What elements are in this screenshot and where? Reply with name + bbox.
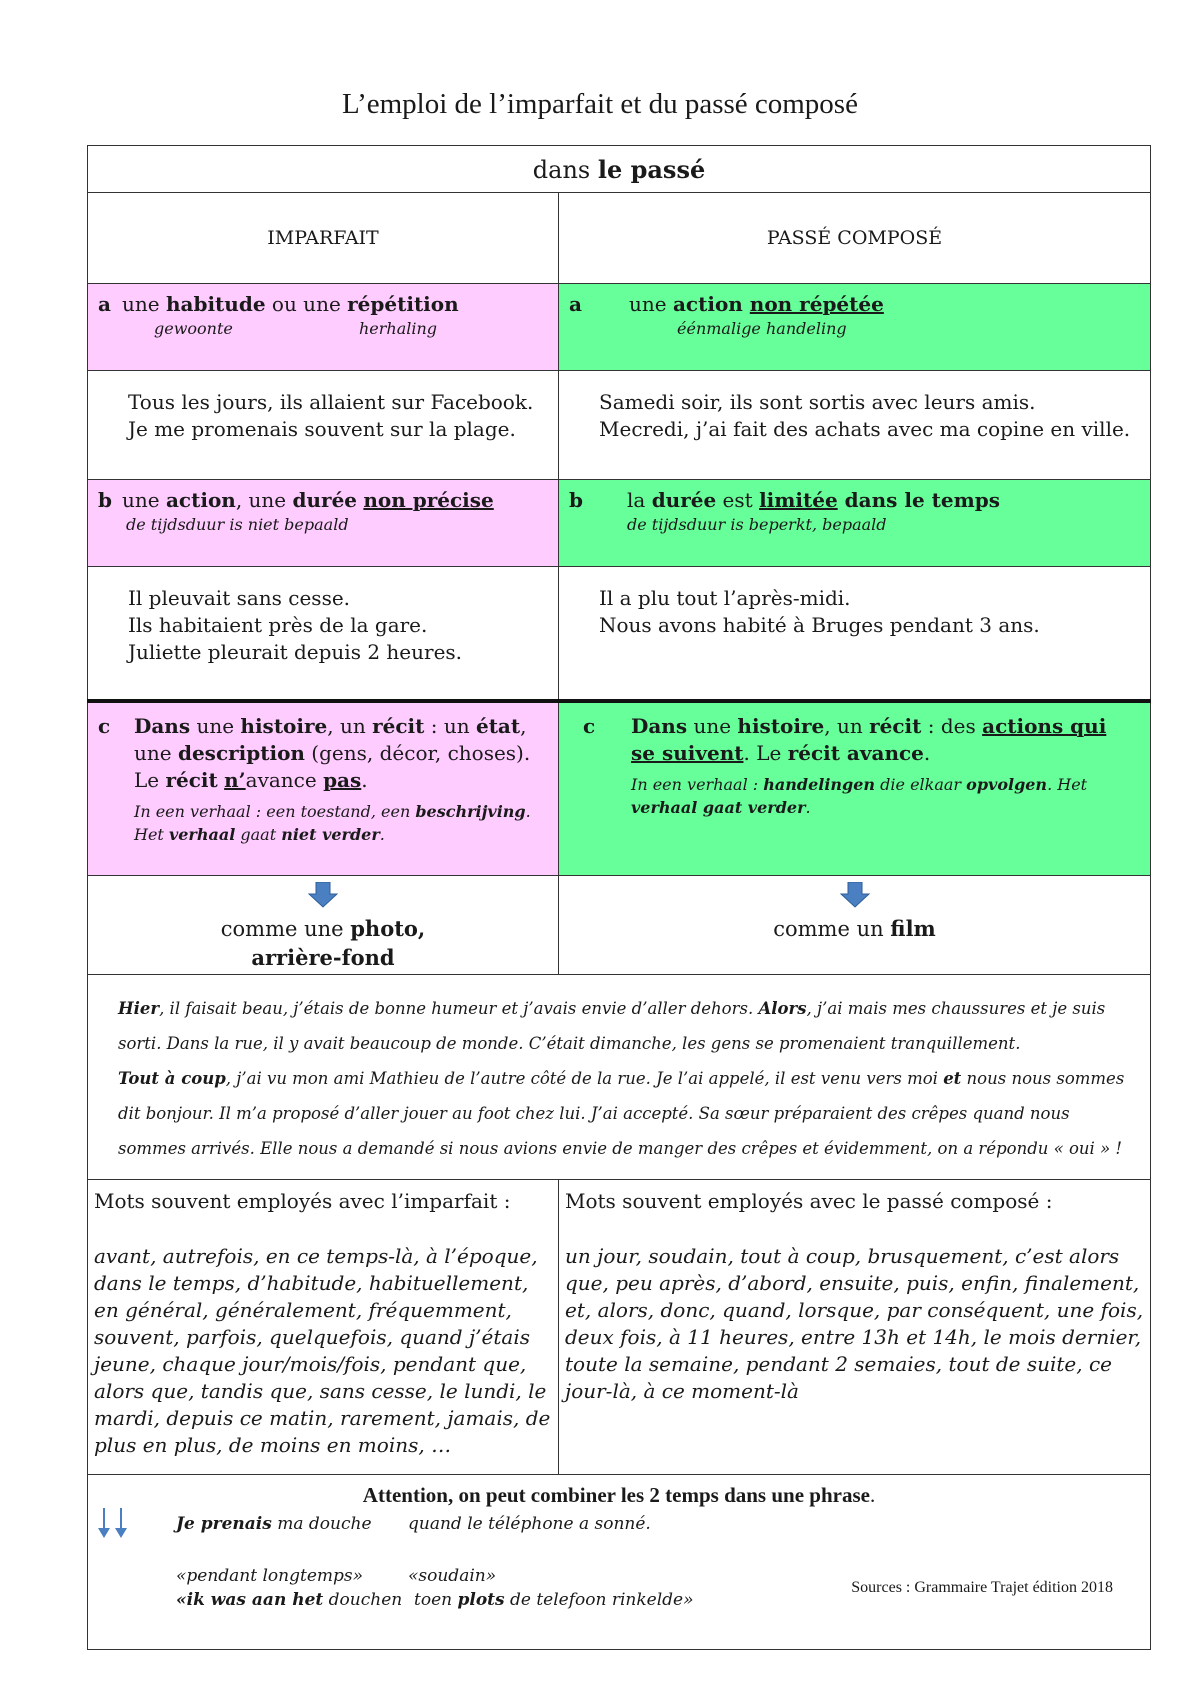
column-header-imparfait: IMPARFAIT	[88, 193, 559, 284]
dutch-translation-2: toen plots de telefoon rinkelde»	[414, 1590, 694, 1610]
down-arrow-icon	[840, 882, 870, 908]
passe-compose-category-b: b la durée est limitée dans le temps de tijdsduur is beperkt, bepaald	[559, 480, 1151, 567]
imparfait-category-b: b une action, une durée non précise de tijdsduur is niet bepaald	[88, 480, 559, 567]
passe-compose-category-c: c Dans une histoire, un récit : des actions qui se suivent. Le récit avance. In een verhaal : handelingen die elkaar opvolgen. Het verhaal gaat verder.	[559, 701, 1151, 876]
attention-title: Attention, on peut combiner les 2 temps dans une phrase.	[362, 1483, 876, 1507]
imparfait-examples-b: Il pleuvait sans cesse. Ils habitaient près de la gare. Juliette pleurait depuis 2 heures.	[88, 567, 559, 702]
imparfait-category-c: c Dans une histoire, un récit : un état, une description (gens, décor, choses). Le récit n’avance pas. In een verhaal : een toestand, een beschrijving. Het verhaal gaat niet verder.	[88, 701, 559, 876]
passe-compose-examples-a: Samedi soir, ils sont sortis avec leurs amis. Mecredi, j’ai fait des achats avec ma copine en ville.	[559, 371, 1151, 480]
passe-compose-category-c-dutch: In een verhaal : handelingen die elkaar opvolgen. Het verhaal gaat verder.	[631, 775, 1088, 818]
imparfait-category-c-dutch: In een verhaal : een toestand, een beschrijving. Het verhaal gaat niet verder.	[134, 802, 531, 845]
passe-compose-comparison: comme un film	[559, 876, 1151, 975]
imparfait-comparison: comme une photo, arrière-fond	[88, 876, 559, 975]
label-soudain: «soudain»	[408, 1566, 497, 1586]
down-arrow-icon	[115, 1508, 127, 1538]
example-story: Hier, il faisait beau, j’étais de bonne humeur et j’avais envie d’aller dehors. Alors, j’ai mais mes chaussures et je suis sorti. Dans la rue, il y avait beaucoup de monde. C’était dimanche, les gens se promenaient tranquillement. Tout à coup, j’ai vu mon ami Mathieu de l’autre côté de la rue. Je l’ai appelé, il est venu vers moi et nous nous sommes dit bonjour. Il m’a proposé d’aller jouer au foot chez lui. J’ai accepté. Sa sœur préparaient des crêpes quand nous sommes arrivés. Elle nous a demandé si nous avions envie de manger des crêpes et évidemment, on a répondu « oui » !	[88, 975, 1151, 1180]
example-imparfait: Je prenais ma douche	[176, 1514, 372, 1534]
imparfait-category-a: a une habitude ou une répétition gewoonte herhaling	[88, 284, 559, 371]
sources-note: Sources : Grammaire Trajet édition 2018	[851, 1579, 1113, 1596]
dutch-translation-1: «ik was aan het douchen	[176, 1590, 403, 1610]
example-passe-compose: quand le téléphone a sonné.	[408, 1514, 651, 1534]
label-pendant-longtemps: «pendant longtemps»	[176, 1566, 364, 1586]
passe-compose-word-list: Mots souvent employés avec le passé composé : un jour, soudain, tout à coup, brusquement, c’est alors que, peu après, d’abord, ensuite, puis, enfin, finalement, et, alors, donc, quand, lorsque, par conséquent, une fois, deux fois, à 11 heures, entre 13h et 14h, le mois dernier, toute la semaine, pendant 2 semaies, tout de suite, ce jour-là, à ce moment-là	[559, 1180, 1151, 1475]
imparfait-examples-a: Tous les jours, ils allaient sur Facebook. Je me promenais souvent sur la plage.	[88, 371, 559, 480]
imparfait-word-list: Mots souvent employés avec l’imparfait : avant, autrefois, en ce temps-là, à l’époque, dans le temps, d’habitude, habituellement, en général, généralement, fréquemment, souvent, parfois, quelquefois, quand j’étais jeune, chaque jour/mois/fois, pendant que, alors que, tandis que, sans cesse, le lundi, le mardi, depuis ce matin, rarement, jamais, de plus en plus, de moins en moins, …	[88, 1180, 559, 1475]
page-title: L’emploi de l’imparfait et du passé composé	[342, 88, 858, 120]
attention-box	[88, 1475, 1151, 1650]
grammar-table	[87, 145, 1151, 1650]
column-header-passe-compose: PASSÉ COMPOSÉ	[559, 193, 1151, 284]
down-arrow-icon	[98, 1508, 110, 1538]
passe-compose-category-a: a une action non répétée éénmalige handeling	[559, 284, 1151, 371]
down-arrow-icon	[308, 882, 338, 908]
section-header: dans le passé	[88, 146, 1151, 193]
passe-compose-examples-b: Il a plu tout l’après-midi. Nous avons habité à Bruges pendant 3 ans.	[559, 567, 1151, 702]
